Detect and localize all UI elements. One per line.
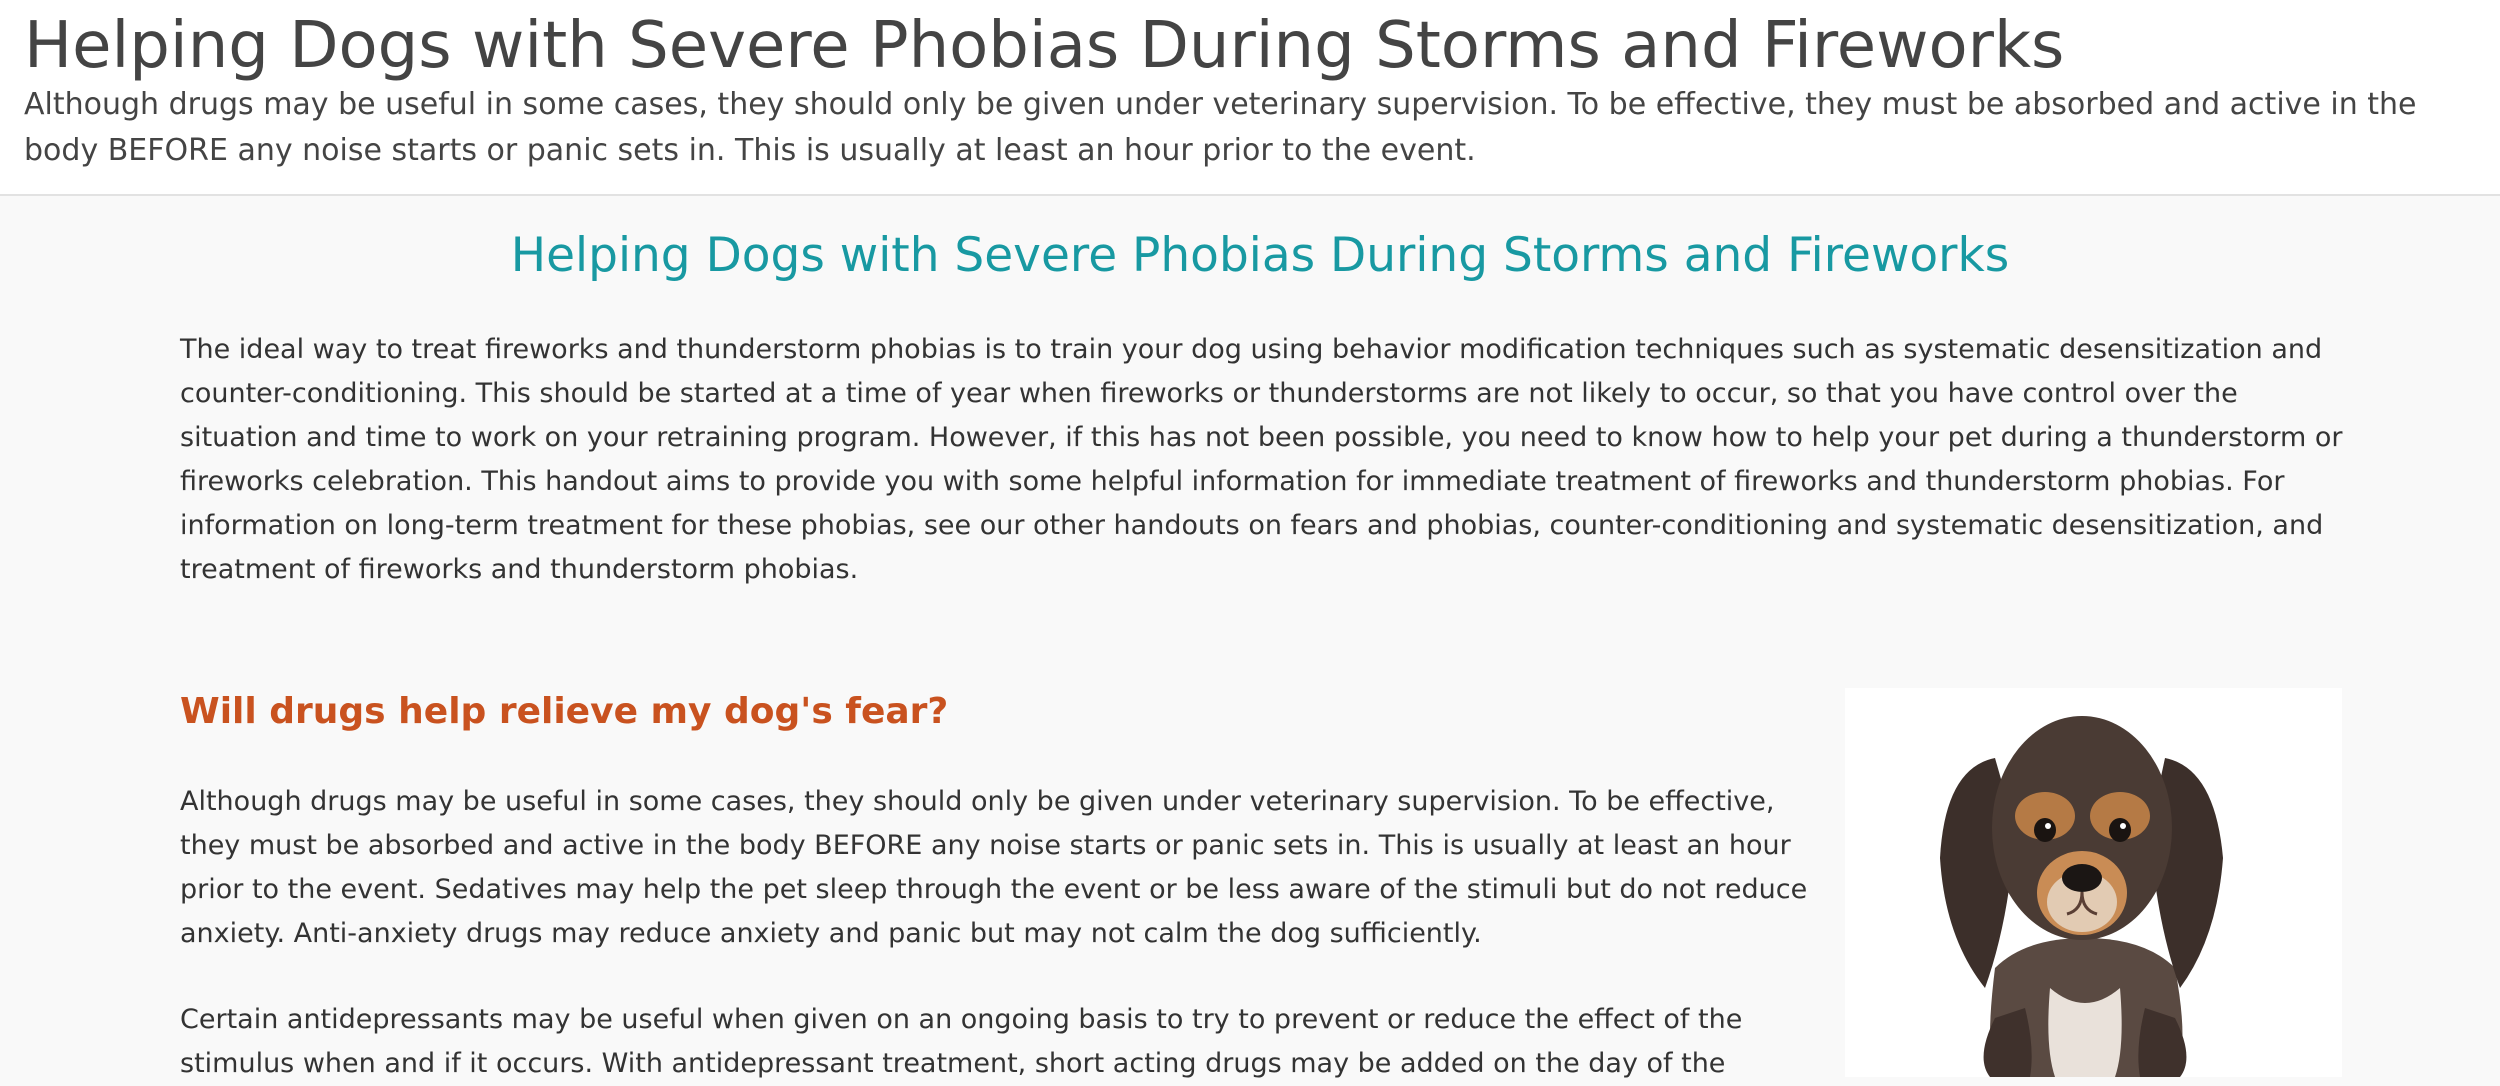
section-heading: Will drugs help relieve my dog's fear? [180, 691, 949, 732]
header-summary: Although drugs may be useful in some cases, they should only be given under veterinary supervision. To be effective, they must be absorbed and active in the body BEFORE any noise starts or panic sets in. This is usually at least an hour prior to the event. [24, 87, 2417, 168]
intro-paragraph: The ideal way to treat fireworks and thunderstorm phobias is to train your dog using behavior modification techniques such as systematic desensitization and counter-conditioning. This should be started at a time of year when fireworks or thunderstorms are not likely to occur, so that you have control over the situation and time to work on your retraining program. However, if this has not been possible, you need to know how to help your pet during a thunderstorm or fireworks celebration. This handout aims to provide you with some helpful information for immediate treatment of fireworks and thunderstorm phobias. For information on long-term treatment for these phobias, see our other handouts on fears and phobias, counter-conditioning and systematic desensitization, and treatment of fireworks and thunderstorm phobias. [180, 334, 2343, 585]
article-title: Helping Dogs with Severe Phobias During Storms and Fireworks [510, 228, 2010, 283]
page-header [0, 0, 2500, 196]
header-title: Helping Dogs with Severe Phobias During Storms and Fireworks [24, 9, 2065, 83]
antidepressants-paragraph: Certain antidepressants may be useful when given on an ongoing basis to try to prevent or reduce the effect of the stimulus when and if it occurs. With antidepressant treatment, short acting drugs may be added on the day of the [180, 1004, 1743, 1079]
drugs-paragraph: Although drugs may be useful in some cases, they should only be given under veterinary supervision. To be effective, they must be absorbed and active in the body BEFORE any noise starts or panic sets in. This is usually at least an hour prior to the event. Sedatives may help the pet sleep through the event or be less aware of the stimuli but do not reduce anxiety. Anti-anxiety drugs may reduce anxiety and panic but may not calm the dog sufficiently. [180, 786, 1808, 949]
puppy-image [1845, 688, 2342, 1077]
puppy-illustration [1845, 688, 2342, 1077]
